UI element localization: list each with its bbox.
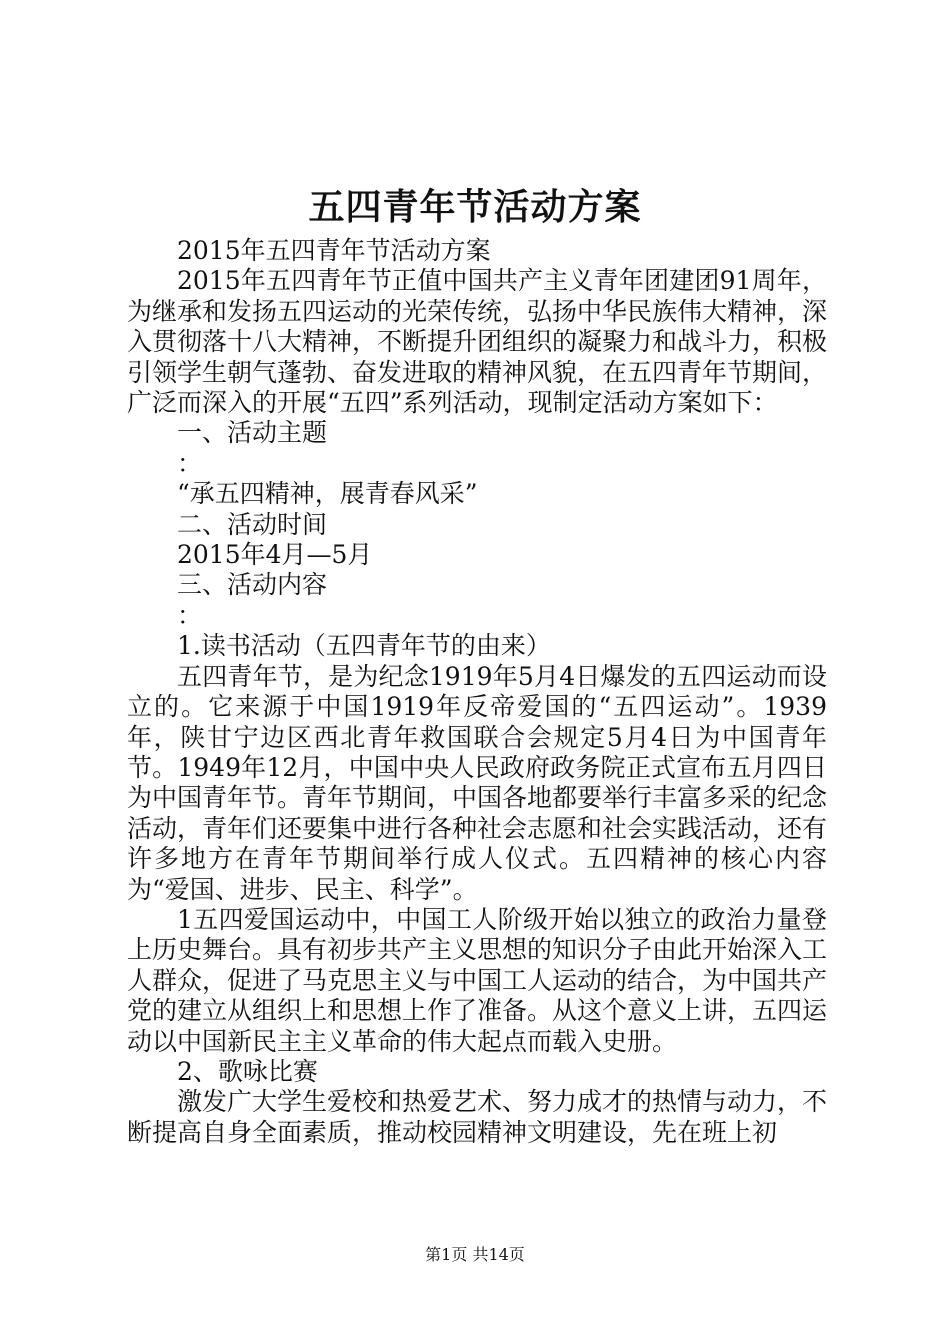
paragraph-subtitle: 2015年五四青年节活动方案 <box>177 236 491 265</box>
page-footer: 第1页 共14页 <box>425 1245 525 1264</box>
section-heading-theme: 一、活动主题 <box>177 418 328 448</box>
paragraph-time-range: 2015年4月—5月 <box>177 540 373 570</box>
subheading-singing-contest: 2、歌咏比赛 <box>177 1056 318 1086</box>
subheading-reading-activity: 1.读书活动（五四青年节的由来） <box>177 631 551 661</box>
paragraph-colon: ： <box>177 448 203 478</box>
paragraph-singing-contest: 激发广大学生爱校和热爱艺术、努力成才的热情与动力，不断提高自身全面素质，推动校园精神文明建设，先在班上初 <box>127 1087 828 1147</box>
document-title: 五四青年节活动方案 <box>308 186 642 228</box>
paragraph-intro: 2015年五四青年节正值中国共产主义青年团建团91周年，为继承和发扬五四运动的光荣传统，弘扬中华民族伟大精神，深入贯彻落十八大精神，不断提升团组织的凝聚力和战斗力，积极引领学生朝气蓬勃、奋发进取的精神风貌，在五四青年节期间，广泛而深入的开展“五四”系列活动，现制定活动方案如下： <box>127 266 828 418</box>
paragraph-history: 1五四爱国运动中，中国工人阶级开始以独立的政治力量登上历史舞台。具有初步共产主义思想的知识分子由此开始深入工人群众，促进了马克思主义与中国工人运动的结合，为中国共产党的建立从组织上和思想上作了准备。从这个意义上讲，五四运动以中国新民主主义革命的伟大起点而载入史册。 <box>127 904 828 1056</box>
section-heading-content: 三、活动内容 <box>177 570 328 600</box>
section-heading-time: 二、活动时间 <box>177 509 328 539</box>
document-body <box>127 236 827 1148</box>
paragraph-theme-slogan: “承五四精神，展青春风采” <box>177 479 478 509</box>
paragraph-colon: ： <box>177 600 203 630</box>
paragraph-origin: 五四青年节，是为纪念1919年5月4日爆发的五四运动而设立的。它来源于中国1919年反帝爱国的“五四运动”。1939年，陕甘宁边区西北青年救国联合会规定5月4日为中国青年节。1949年12月，中国中央人民政府政务院正式宣布五月四日为中国青年节。青年节期间，中国各地都要举行丰富多采的纪念活动，青年们还要集中进行各种社会志愿和社会实践活动，还有许多地方在青年节期间举行成人仪式。五四精神的核心内容为“爱国、进步、民主、科学”。 <box>127 661 828 904</box>
